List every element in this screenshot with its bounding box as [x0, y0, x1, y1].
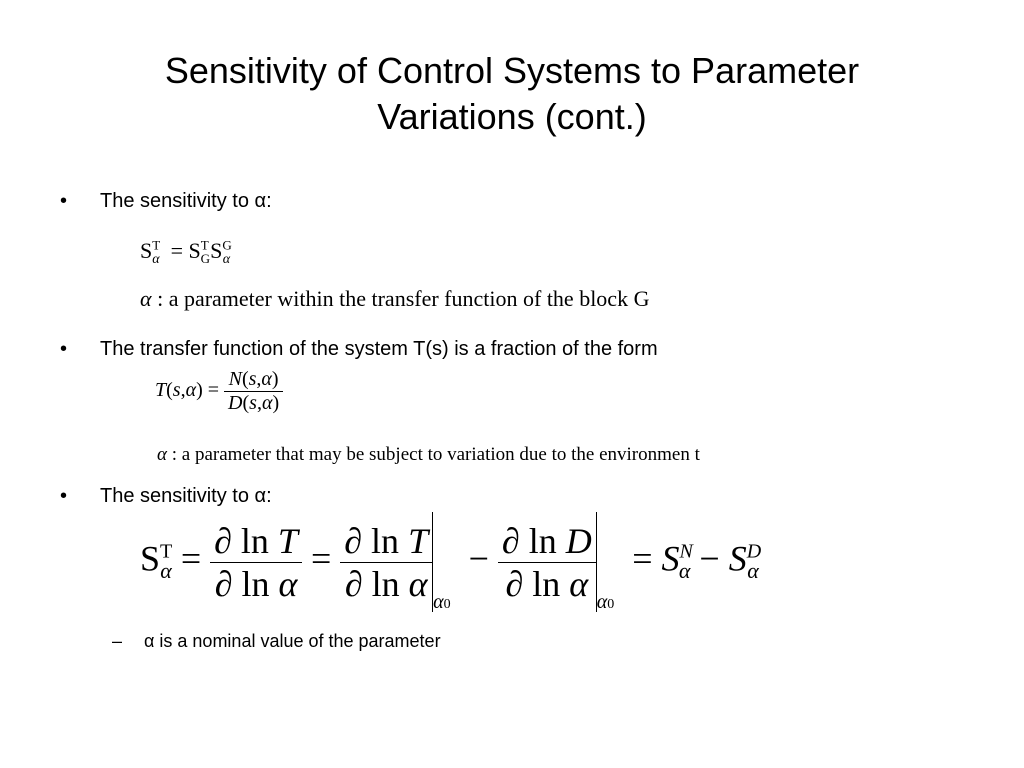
alpha-note-text: a parameter within the transfer function of the block G — [168, 286, 650, 311]
alpha-symbol: α — [157, 444, 167, 465]
alpha-definition-1: α : a parameter within the transfer function of the block G — [140, 286, 650, 311]
fraction-dlnT-dlnalpha: $\frac{\text{∂ ln T}}{\text{∂ ln α}}$ — [210, 520, 302, 605]
bullet-text: The sensitivity to α: — [100, 190, 272, 212]
bullet-1 — [60, 190, 272, 213]
bullet-marker: • — [60, 485, 68, 507]
equation-sensitivity-log: $S^T_\alpha$ = $\frac{\text{∂ ln T}}{\text{∂ ln α}}$ = $\frac{\text{∂ ln T}}{\text{∂ ln α}}$ $_{\alpha 0}$ − $\frac{\text{∂ ln D}}{\text{∂ ln α}}$ $_{\alpha 0} = S^N_\alpha - S^D_\alpha$ — [140, 512, 759, 612]
sub-bullet-text: α is a nominal value of the parameter — [144, 631, 441, 651]
sub-bullet-marker: – — [112, 631, 123, 651]
bullet-text: The sensitivity to α: — [100, 485, 272, 507]
bullet-marker: • — [60, 338, 68, 360]
bullet-2 — [60, 338, 658, 361]
equation-transfer-function: T(s,α) = $\frac{N(s,\alpha)}{D(s,\alpha)}$ — [155, 368, 283, 415]
sub-bullet — [112, 631, 441, 652]
bullet-marker: • — [60, 190, 68, 212]
alpha-symbol: α — [140, 286, 152, 311]
fraction-dlnD-dlnalpha-eval: $\frac{\text{∂ ln D}}{\text{∂ ln α}}$ — [498, 520, 596, 605]
equation-chain-rule: $S^T_\alpha = S^T_GS^G_\alpha$ — [140, 237, 232, 268]
slide-title — [0, 48, 1024, 140]
fraction-n-over-d: $\frac{N(s,\alpha)}{D(s,\alpha)}$ — [224, 368, 283, 415]
title-line-1: Sensitivity of Control Systems to Parameter — [164, 50, 860, 91]
bullet-text: The transfer function of the system T(s) is a fraction of the form — [100, 338, 658, 360]
bullet-3 — [60, 485, 272, 508]
fraction-dlnT-dlnalpha-eval: $\frac{\text{∂ ln T}}{\text{∂ ln α}}$ — [340, 520, 432, 605]
title-line-2: Variations (cont.) — [377, 96, 647, 137]
alpha-note-text: a parameter that may be subject to variation due to the environmen t — [181, 444, 700, 465]
alpha-definition-2: α : a parameter that may be subject to variation due to the environmen t — [157, 444, 700, 465]
